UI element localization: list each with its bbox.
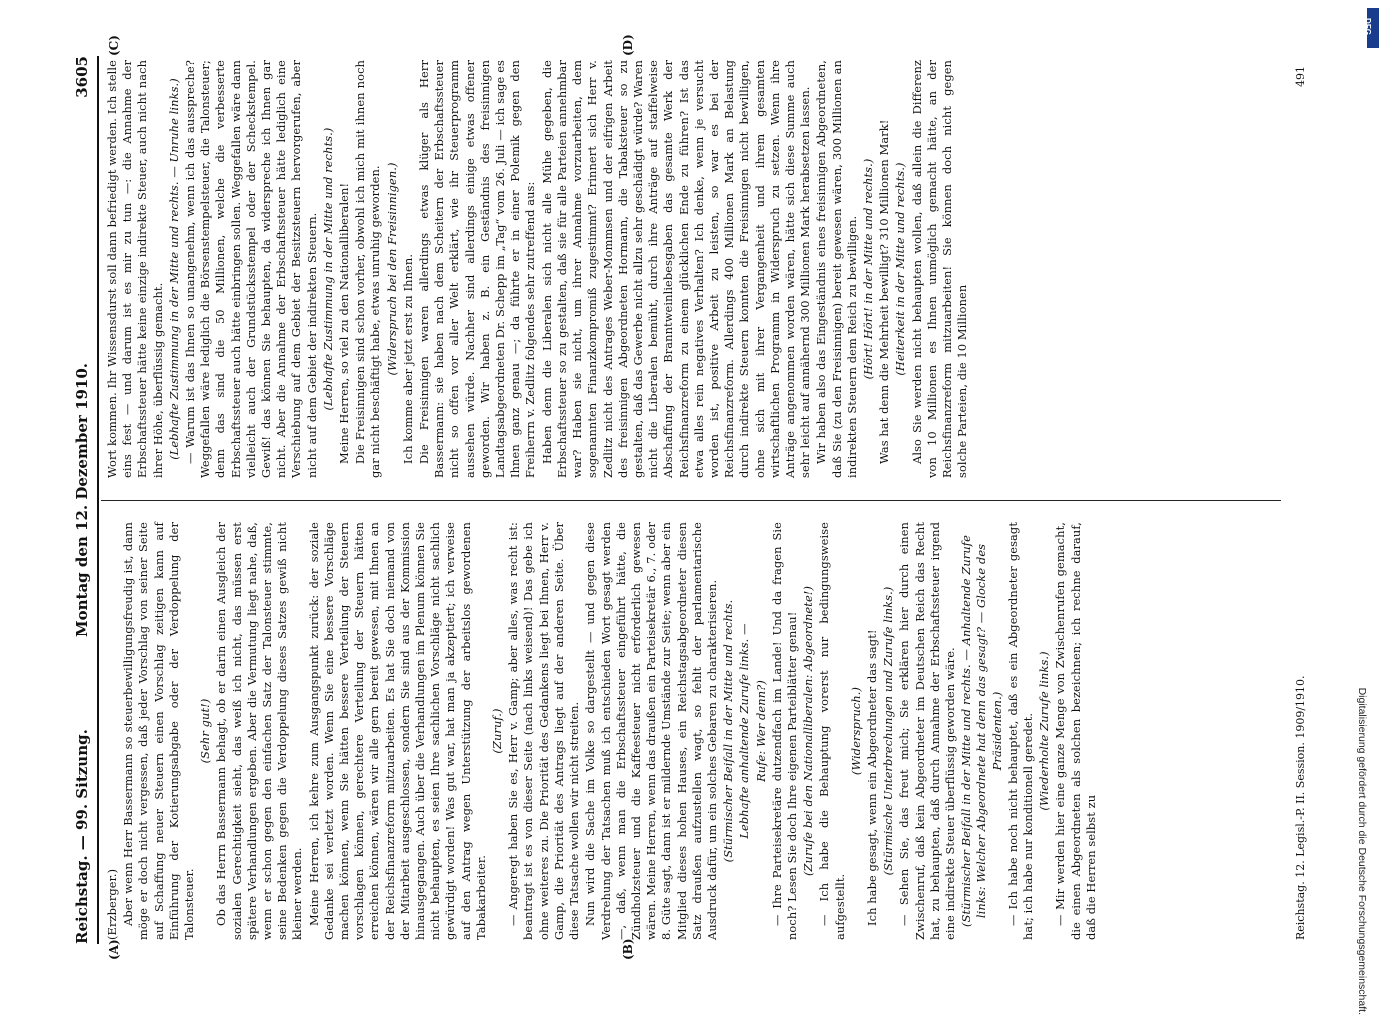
column-divider <box>101 500 1281 501</box>
paragraph: — Mir werden hier eine ganze Menge von Zwischenrufen gemacht, die einen Abgeordneten als solchen bezeichnen; ich rechne darauf, daß die Herren selbst zu <box>1053 522 1098 940</box>
page-number: 3605 <box>73 56 91 98</box>
paragraph: — Warum ist das Ihnen so unangenehm, wenn ich das ausspreche? Weggefallen wäre lediglich die Börsenstempelsteuer, die Talonsteuer; denn das sind die 50 Millionen, welche die verbesserte Erbschaftssteuer auch hätte einbringen sollen. Weggefallen wäre dann vielleicht auch der Grundstücksstempel oder der Scheckstempel. Gewiß! das können Sie behaupten, da widerspreche ich Ihnen gar nicht. Aber die Annahme der Erbschaftssteuer hätte lediglich eine Verschiebung auf dem Gebiet der Besitzsteuern hervorgerufen, aber nicht auf dem Gebiet der indirekten Steuern. <box>183 60 319 478</box>
stage-direction: (Widerspruch.) <box>848 686 863 776</box>
stage-direction: (Zurufe bei den Nationalliberalen: Abgeordnete!) <box>801 585 816 877</box>
paragraph: Nun wird die Sache im Volke so dargestellt — und gegen diese Verdrehung der Tatsachen muß ich entschieden Wort gesagt werden —, daß, wenn man die Erbschaftssteuer eingeführt hätte, die Zündholzsteuer und die Kaffeesteuer nicht erforderlich gewesen wären. Meine Herren, wenn das draußen ein Parteisekretär 6., 7. oder 8. Güte sagt, dann ist er mildernde Umstände zur Seite; wenn aber ein Mitglied dieses hohen Hauses, ein Reichstagsabgeordneter diesen Satz draußen aufzustellen wagt, so fehlt der parlamentarische Ausdruck dafür, um ein solches Gebaren zu charakterisieren. <box>583 522 719 940</box>
paragraph: — Sehen Sie, das freut mich; Sie erklären hier durch einen Zwischenruf, daß kein Abgeordneter im Deutschen Reich das Recht hat, zu behaupten, daß durch Annahme der Erbschaftssteuer irgend eine indirekte Steuer überflüssig geworden wäre. <box>897 522 957 940</box>
paragraph: Die Freisinnigen waren allerdings etwas klüger als Herr Bassermann: sie haben nach dem Scheitern der Erbschaftssteuer nicht so offen vor aller Welt erklärt, wie ihr Steuerprogramm aussehen würde. Nachher sind allerdings einige etwas offener geworden. Wir haben z. B. ein Geständnis des freisinnigen Landtagsabgeordneten Dr. Schepp im „Tag“ vom 26. Juli — ich sage es Ihnen ganz genau —; da führte er in einer Polemik gegen den Freiherrn v. Zedlitz folgendes sehr zutreffend aus: <box>417 60 538 478</box>
scanned-page <box>61 36 1321 964</box>
stage-direction: (Lebhafte Zustimmung in der Mitte und rechts.) <box>320 127 335 411</box>
digitization-credit <box>1343 8 1377 1015</box>
stage-direction: Lebhafte anhaltende Zurufe links. — <box>737 623 752 839</box>
stage-direction: (Stürmischer Beifall in der Mitte und rechts. — Anhaltende Zurufe links: Welcher Abgeordnete hat denn das gesagt? — Glocke des Präsidenten.) <box>959 535 1004 927</box>
paragraph: Meine Herren, so viel zu den Nationalliberalen! <box>337 182 352 464</box>
dfg-logo-text: DFG <box>1362 18 1372 35</box>
margin-marker-b: (B) <box>621 938 635 960</box>
left-column <box>105 522 1100 940</box>
credit-text: Digitalisierung gefördert durch die Deutsche Forschungsgemeinschaft. <box>1356 687 1368 1015</box>
paragraph: Aber wenn Herr Bassermann so steuerbewilligungsfreudig ist, dann möge er doch nicht vergessen, daß jeder Vorschlag von seiner Seite auf Schaffung neuer Steuern einen Vorschlag zeitigen kann auf Einführung der Kotierungsabgabe oder der Verdoppelung der Talonsteuer. <box>121 522 197 940</box>
stage-direction: (Zuruf.) <box>490 708 505 754</box>
page-footer: Reichstag. 12. Legisl.-P. II. Session. 1909/1910. <box>1294 675 1307 940</box>
stage-direction: (Hört! Hört! in der Mitte und rechts.) <box>860 158 875 380</box>
paragraph: — Angeregt haben Sie es, Herr v. Gamp; aber alles, was recht ist: beantragt ist es von dieser Seite (nach links weisend)! Das gebe ich ohne weiteres zu. Die Priorität des Gedankens liegt bei Ihnen, Herr v. Gamp, die Priorität des Antrags liegt auf der anderen Seite. Über diese Tatsache wollen wir nicht streiten. <box>506 522 582 940</box>
stage-direction: (Stürmischer Beifall in der Mitte und rechts. <box>721 599 736 863</box>
dfg-logo <box>1362 8 1379 48</box>
paragraph: Wort kommen. Ihr Wissensdurst soll dann befriedigt werden. Ich stelle eins fest — und darum ist es mir zu tun —: die Annahme der Erbschaftssteuer hätte keine einzige indirekte Steuer, auch nicht nach ihrer Höhe, überflüssig gemacht. <box>105 60 165 478</box>
stage-direction: (Widerspruch bei den Freisinnigen.) <box>384 162 399 376</box>
paragraph: — Ihre Parteisekretäre dutzendfach im Lande! Und da fragen Sie noch? Lesen Sie doch Ihre eigenen Parteiblätter genau! <box>769 522 799 940</box>
paragraph: Was hat denn die Mehrheit bewilligt? 310 Millionen Mark! <box>877 119 892 464</box>
paragraph: Wir haben also das Eingeständnis eines freisinnigen Abgeordneten, daß Sie (zu den Freisinnigen) bereit gewesen wären, 300 Millionen an indirekten Steuern dem Reich zu bewilligen. <box>814 60 859 478</box>
margin-marker-d: (D) <box>621 34 635 56</box>
quotation: Haben denn die Liberalen sich nicht alle Mühe gegeben, die Erbschaftssteuer so zu gestalten, daß sie für alle Parteien annehmbar war? Haben sie nicht, um ihrer Annahme vorzuarbeiten, dem sogenannten Finanzkompromiß zugestimmt? Erinnert sich Herr v. Zedlitz nicht des Antrages Weber-Mommsen und der eifrigen Arbeit des freisinnigen Abgeordneten Hormann, die Tabaksteuer so zu gestalten, daß das Gewerbe nicht allzu sehr geschädigt würde? Waren nicht die Liberalen bemüht, durch ihre Anträge auf staffelweise Abschaffung der Branntweinliebesgaben das gesamte Werk der Reichsfinanzreform zu einem glücklichen Ende zu führen? Ist das etwa alles rein negatives Verhalten? Ich denke, wenn je versucht worden ist, positive Arbeit zu leisten, so war es bei der Reichsfinanzreform. Allerdings 400 Millionen Mark an Belastung durch indirekte Steuern konnten die Freisinnigen nicht bewilligen, ohne sich mit ihrer Vergangenheit und ihrem gesamten wirtschaftlichen Programm in Widerspruch zu setzen. Wenn ihre Anträge angenommen worden wären, hätte sich diese Summe auch sehr leicht auf annähernd 300 Millionen Mark herabsetzen lassen. <box>539 60 813 478</box>
header-rule <box>97 56 99 944</box>
paragraph: Ich komme aber jetzt erst zu Ihnen. <box>400 253 415 464</box>
stage-direction: (Lebhafte Zustimmung in der Mitte und rechts. — Unruhe links.) <box>166 78 181 460</box>
stage-direction: (Sehr gut!) <box>198 698 213 764</box>
paragraph: Also Sie werden nicht behaupten wollen, daß allein die Differenz von 10 Millionen es Ihnen unmöglich gemacht hätte, an der Reichsfinanzreform mitzuarbeiten! Sie können doch nicht gegen solche Parteien, die 10 Millionen <box>909 60 970 478</box>
paragraph: — Ich habe die Behauptung vorerst nur bedingungsweise aufgestellt. <box>817 522 847 940</box>
stage-direction: (Heiterkeit in der Mitte und rechts.) <box>893 162 908 376</box>
paragraph: Ob das Herrn Bassermann behagt, ob er darin einen Ausgleich der sozialen Gerechtigkeit sieht, das weiß ich nicht, das müssen erst spätere Verhandlungen ergeben. Aber die Vermutung liegt nahe, daß, wenn er schon gegen den einfachen Satz der Talonsteuer stimmte, seine Bedenken gegen die Verdoppelung dieses Satzes gewiß nicht kleiner werden. <box>214 522 305 940</box>
signature-mark: 491 <box>1294 66 1307 87</box>
speaker-label: (Erzberger.) <box>105 868 119 940</box>
right-column <box>105 60 971 478</box>
header-date: Montag den 12. Dezember 1910. <box>73 363 91 637</box>
paragraph: Meine Herren, ich kehre zum Ausgangspunkt zurück: der soziale Gedanke sei verletzt worden. Wenn Sie eine bessere Vorschläge machen können, wenn Sie hätten bessere Verteilung der Steuern vorschlagen können, gerechtere Verteilung der Steuern hätten erreichen können, wären wir alle gern bereit gewesen, mit Ihnen an der Reichsfinanzreform mitzuarbeiten. Es hat Sie doch niemand von der Mitarbeit ausgeschlossen, sondern Sie sind aus der Kommission hinausgegangen. Auch über die Verhandlungen im Plenum können Sie nicht behaupten, es seien Ihre sachlichen Vorschläge nicht sachlich gewürdigt worden! Was gut war, hat man ja akzeptiert; ich verweise auf den Antrag wegen Unterstützung der arbeitslos gewordenen Tabakarbeiter. <box>306 522 488 940</box>
margin-marker-a: (A) <box>107 939 121 960</box>
margin-marker-c: (C) <box>107 35 121 56</box>
paragraph: — Ich habe noch nicht behauptet, daß es ein Abgeordneter gesagt hat; ich habe nur konditionell geredet. <box>1005 522 1035 940</box>
stage-direction: (Wiederholte Zurufe links.) <box>1037 651 1052 811</box>
paragraph: Ich habe gesagt, wenn ein Abgeordneter das sagt! <box>864 629 879 926</box>
paragraph: Die Freisinnigen sind schon vorher, obwohl ich mich mit ihnen noch gar nicht beschäftigt habe, etwas unruhig geworden. <box>353 60 383 478</box>
page-header <box>69 56 97 944</box>
header-left: Reichstag. — 99. Sitzung. <box>73 729 91 944</box>
stage-direction: Rufe: Wer denn?) <box>753 680 768 782</box>
stage-direction: (Stürmische Unterbrechungen und Zurufe links.) <box>881 586 896 876</box>
